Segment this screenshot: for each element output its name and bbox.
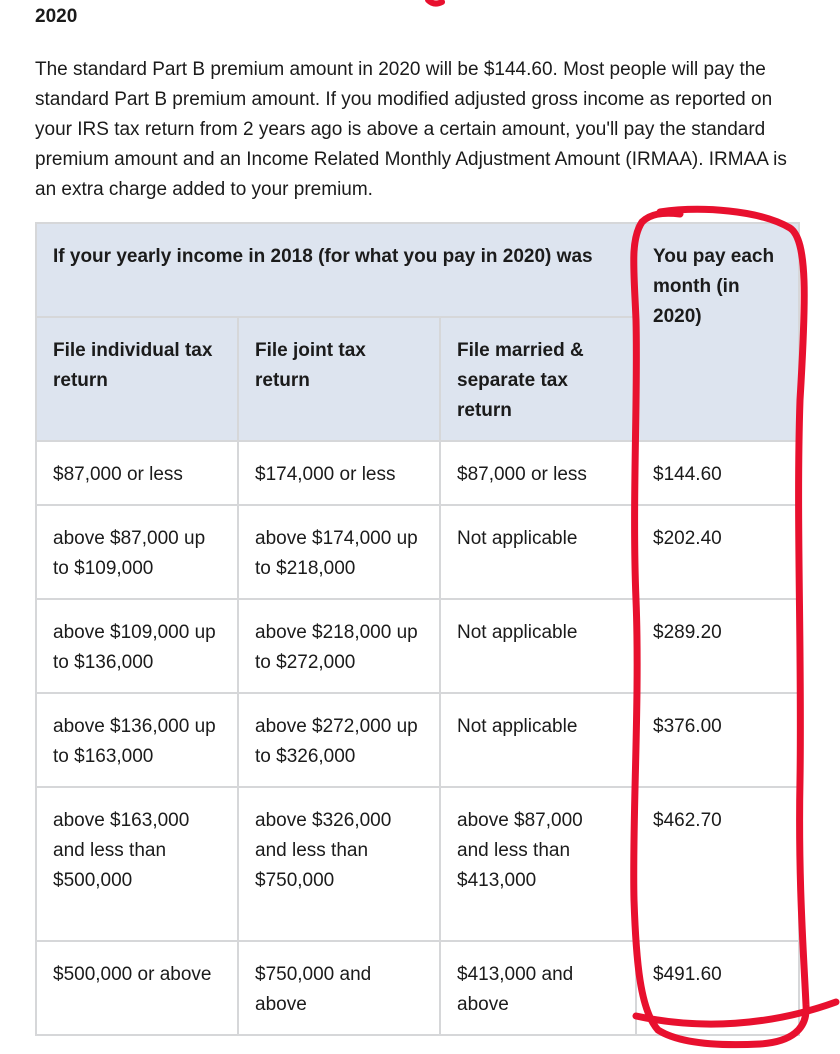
table-header-row xyxy=(36,223,799,317)
cell-joint: above $326,000 and less than $750,000 xyxy=(238,787,440,941)
income-header: If your yearly income in 2018 (for what you pay in 2020) was xyxy=(36,223,636,317)
cell-joint: $174,000 or less xyxy=(238,441,440,505)
cell-separate: Not applicable xyxy=(440,505,636,599)
cell-pay: $202.40 xyxy=(636,505,799,599)
table-row xyxy=(36,693,799,787)
cell-separate: Not applicable xyxy=(440,693,636,787)
table-row xyxy=(36,787,799,941)
table-row xyxy=(36,941,799,1035)
cell-separate: Not applicable xyxy=(440,599,636,693)
cell-pay: $462.70 xyxy=(636,787,799,941)
cell-separate: $87,000 or less xyxy=(440,441,636,505)
cell-pay: $491.60 xyxy=(636,941,799,1035)
cell-individual: $87,000 or less xyxy=(36,441,238,505)
cell-separate: above $87,000 and less than $413,000 xyxy=(440,787,636,941)
cell-pay: $376.00 xyxy=(636,693,799,787)
cell-individual: above $87,000 up to $109,000 xyxy=(36,505,238,599)
cell-pay: $289.20 xyxy=(636,599,799,693)
cell-individual: above $136,000 up to $163,000 xyxy=(36,693,238,787)
irmaa-table xyxy=(35,222,800,1036)
cell-joint: above $272,000 up to $326,000 xyxy=(238,693,440,787)
top-red-scribble xyxy=(428,0,442,4)
table-row xyxy=(36,441,799,505)
cell-joint: above $174,000 up to $218,000 xyxy=(238,505,440,599)
subheader-joint: File joint tax return xyxy=(238,317,440,441)
table-row xyxy=(36,505,799,599)
cell-separate: $413,000 and above xyxy=(440,941,636,1035)
cell-pay: $144.60 xyxy=(636,441,799,505)
cell-individual: above $163,000 and less than $500,000 xyxy=(36,787,238,941)
cell-individual: $500,000 or above xyxy=(36,941,238,1035)
pay-header: You pay each month (in 2020) xyxy=(636,223,799,441)
intro-paragraph: The standard Part B premium amount in 2020 will be $144.60. Most people will pay the standard Part B premium amount. If you modified adjusted gross income as reported on your IRS tax return from 2 years ago is above a certain amount, you'll pay the standard premium amount and an Income Related Monthly Adjustment Amount (IRMAA). IRMAA is an extra charge added to your premium. xyxy=(35,59,787,200)
subheader-separate: File married & separate tax return xyxy=(440,317,636,441)
section-heading: 2020 xyxy=(35,6,78,27)
table-row xyxy=(36,599,799,693)
subheader-individual: File individual tax return xyxy=(36,317,238,441)
cell-joint: above $218,000 up to $272,000 xyxy=(238,599,440,693)
cell-individual: above $109,000 up to $136,000 xyxy=(36,599,238,693)
cell-joint: $750,000 and above xyxy=(238,941,440,1035)
